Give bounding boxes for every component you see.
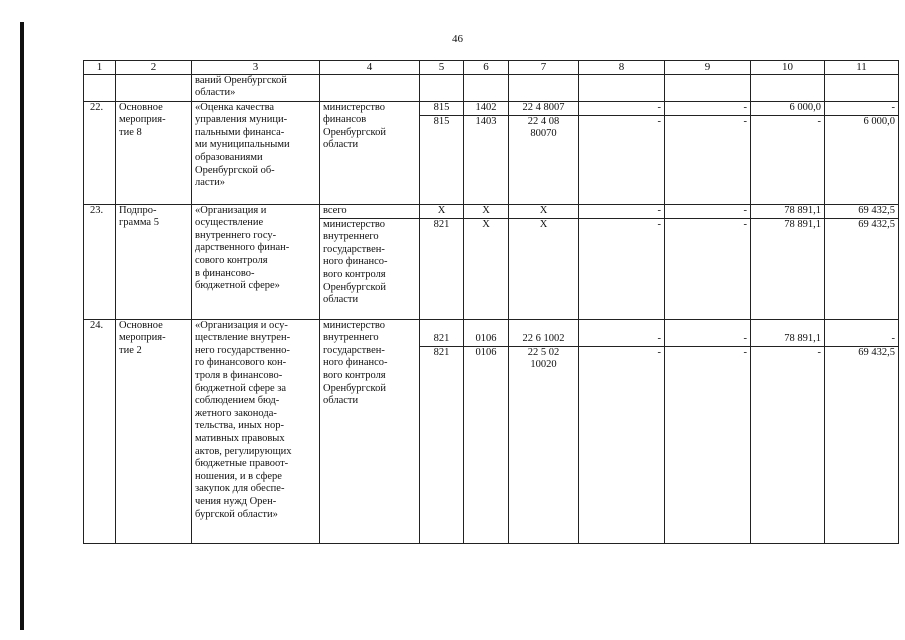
cell: - [817,346,821,358]
row-type: Основное мероприя- тие 8 [116,101,192,204]
cell: - [743,218,747,230]
page-number: 46 [452,33,463,45]
cell: - [579,205,664,219]
cell: 69 432,5 [858,346,895,358]
scan-edge-mark [20,22,24,630]
cell: X [420,205,463,219]
cell: - [579,102,664,116]
cell: 69 432,5 [825,205,898,219]
header-row [84,61,899,75]
cell: 6 000,0 [751,102,824,116]
header-cell: 3 [192,61,320,75]
cell: - [665,333,750,347]
cell: - [817,115,821,127]
cell: 22 5 02 10020 [527,346,560,371]
row-type: Основное мероприя- тие 2 [116,319,192,543]
header-cell: 6 [464,61,509,75]
cell: X [509,205,578,219]
cell: X [464,205,508,219]
cell: - [665,102,750,116]
cell: 815 [420,102,463,116]
cell: 1403 [475,115,497,127]
cell: 0106 [464,333,508,347]
cell: - [825,333,898,347]
row-number: 24. [84,319,116,543]
cell: 22 6 1002 [509,333,578,347]
header-cell: 10 [751,61,825,75]
cell: - [743,346,747,358]
cell: X [539,218,548,230]
cell: 815 [433,115,450,127]
cell: 1402 [464,102,508,116]
budget-table [83,60,899,544]
row-type: Подпро- грамма 5 [116,204,192,319]
cell: 69 432,5 [858,218,895,230]
header-cell: 9 [665,61,751,75]
cell: 6 000,0 [863,115,895,127]
cell: 78 891,1 [784,218,821,230]
cell: - [657,346,661,358]
cell: 22 4 8007 [509,102,578,116]
row-name: «Организация и осуществление внутреннего госу- дарственного финан- сового контроля в финансово- бюджетной сфере» [192,204,320,319]
row-executor: министерство внутреннего государствен- ного финансо- вого контроля Оренбургской области [323,218,388,306]
header-cell: 8 [579,61,665,75]
cell: - [743,115,747,127]
cell: - [665,205,750,219]
row-name: «Организация и осу- ществление внутрен- него государственно- го финансового кон- троля в финансово- бюджетной сфере за соблюдением бюд- жетного законода- тельства, иных нор- мативных правовых актов, регулирующих бюджетные правоот- ношения, и в сфере закупок для обеспе- чения нужд Орен- бургской области» [192,319,320,543]
cell: - [825,102,898,116]
cell: 821 [433,218,450,230]
cell: 821 [420,333,463,347]
cell: X [482,218,490,230]
cell: 0106 [475,346,497,358]
table-row [84,319,899,543]
row-name: «Оценка качества управления муници- пальными финанса- ми муниципальными образованиями Оренбургской об- ласти» [192,101,320,204]
cell: 78 891,1 [751,205,824,219]
header-cell: 7 [509,61,579,75]
cell: - [579,333,664,347]
table-row [84,204,899,319]
cell: 821 [433,346,450,358]
header-cell: 1 [84,61,116,75]
header-cell: 4 [320,61,420,75]
row-executor: министерство финансов Оренбургской области [320,101,420,204]
cell: - [657,218,661,230]
row-number: 22. [84,101,116,204]
header-cell: 5 [420,61,464,75]
cell: - [657,115,661,127]
table-row [84,101,899,204]
cell: 22 4 08 80070 [527,115,560,140]
table-row-continuation [84,74,899,101]
row-number: 23. [84,204,116,319]
continuation-text: ваний Оренбургской области» [192,74,320,101]
header-cell: 11 [825,61,899,75]
row-executor: министерство внутреннего государствен- ного финансо- вого контроля Оренбургской области [320,319,420,543]
cell: всего [320,205,419,219]
cell: 78 891,1 [751,333,824,347]
header-cell: 2 [116,61,192,75]
